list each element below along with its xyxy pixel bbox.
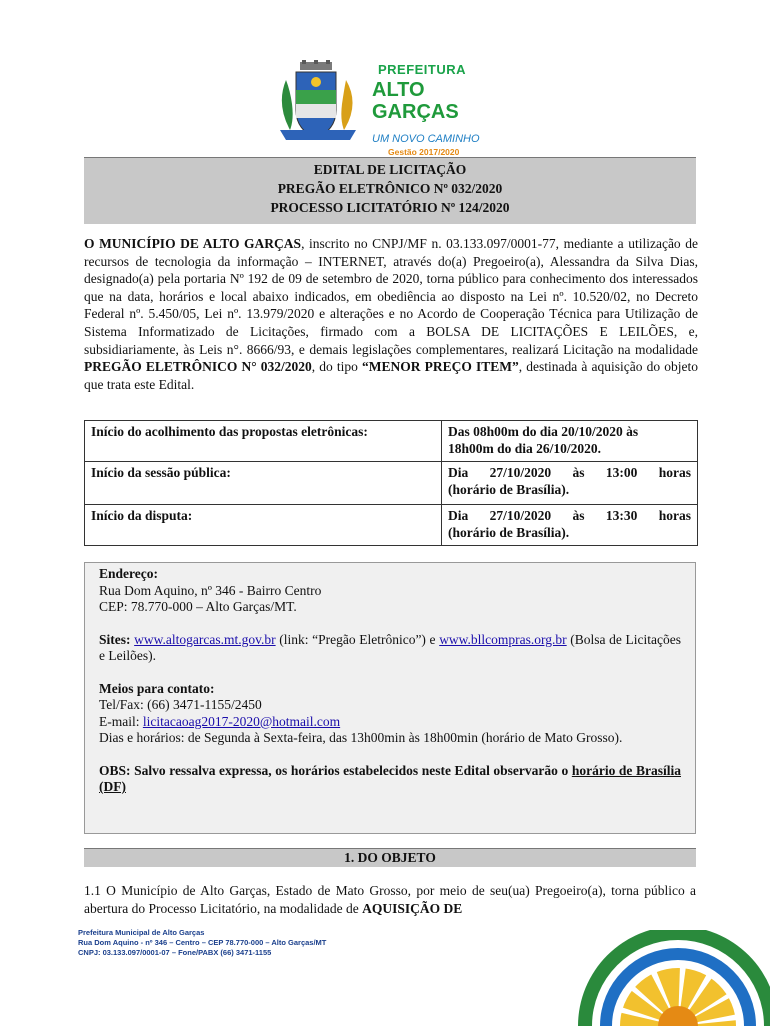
table-row xyxy=(85,505,698,546)
schedule-value xyxy=(442,421,698,462)
obs-note xyxy=(99,763,681,796)
brand-text xyxy=(372,62,512,157)
schedule-value-line xyxy=(448,464,691,481)
intro-bold-2: “MENOR PREÇO ITEM” xyxy=(362,359,519,375)
intro-text-1: , inscrito no CNPJ/MF n. 03.133.097/0001-77, mediante a utilização de recursos de tecnologia da informação – INTERNET, através do(a) Pregoeiro(a), Alessandra da Silva Dias, designado(a) pela portaria Nº 192 de 09 de setembro de 2020, torna público para conhecimento dos interessados que na data, horários e local abaixo indicados, em obediência ao disposto na Lei nº. 10.520/02, no Decreto Federal nº. 5.450/05, Lei nº. 13.979/2020 e alterações e no Acordo de Cooperação Técnica para Utilização de Sistema Informatizado de Licitações, firmado com a BOLSA DE LICITAÇÕES E LEILÕES, e, subsidiariamente, às Leis n°. 8666/93, e demais legislações complementares, realizará Licitação na modalidade xyxy=(84,236,698,357)
site-link-altogarcas[interactable]: www.altogarcas.mt.gov.br xyxy=(134,631,276,647)
contact-heading: Meios para contato: xyxy=(99,680,215,696)
email-label: E-mail: xyxy=(99,713,143,729)
address-box xyxy=(84,562,696,834)
intro-paragraph xyxy=(84,235,698,393)
site-link-bllcompras[interactable]: www.bllcompras.org.br xyxy=(439,631,567,647)
address-cep: CEP: 78.770-000 – Alto Garças/MT. xyxy=(99,599,297,614)
sites-label: Sites: xyxy=(99,631,131,647)
title-line-2: PREGÃO ELETRÔNICO Nº 032/2020 xyxy=(277,181,503,196)
schedule-table xyxy=(84,420,698,546)
sun-rays-icon xyxy=(578,930,770,1026)
email-link[interactable]: licitacaoag2017-2020@hotmail.com xyxy=(142,713,341,729)
schedule-value-line: 18h00m do dia 26/10/2020. xyxy=(448,441,602,456)
address-street: Rua Dom Aquino, nº 346 - Bairro Centro xyxy=(99,582,322,598)
intro-text-2: , do tipo xyxy=(311,359,363,375)
schedule-label: Início da sessão pública: xyxy=(85,462,442,505)
footer-line-3: CNPJ: 03.133.097/0001-07 – Fone/PABX (66) 3471-1155 xyxy=(78,948,272,957)
clause-text: 1.1 O Município de Alto Garças, Estado de Mato Grosso, por meio de seu(ua) Pregoeiro(a), torna público a abertura do Processo Licitatório, na modalidade de xyxy=(84,883,696,916)
schedule-word: 27/10/2020 xyxy=(489,508,552,523)
edital-title-box xyxy=(84,157,696,224)
obs-text: OBS: Salvo ressalva expressa, os horários estabelecidos neste Edital observarão o xyxy=(99,762,572,778)
title-line-1: EDITAL DE LICITAÇÃO xyxy=(313,162,467,177)
schedule-word: 13:00 xyxy=(605,465,638,480)
schedule-word: 13:30 xyxy=(605,508,638,523)
sites-end-text: (Bolsa de Licitações e Leilões). xyxy=(99,631,682,663)
schedule-word: Dia xyxy=(448,508,469,523)
prefeitura-label: PREFEITURA xyxy=(377,62,467,77)
contact-email-line xyxy=(99,714,681,731)
sites-mid-text: (link: “Pregão Eletrônico”) e xyxy=(275,631,440,647)
clause-bold: AQUISIÇÃO DE xyxy=(362,900,463,916)
table-row xyxy=(85,462,698,505)
schedule-word: horas xyxy=(658,465,691,480)
city-crest-icon xyxy=(272,60,364,144)
schedule-word: 27/10/2020 xyxy=(489,465,552,480)
obs-underlined: horário de Brasília (DF) xyxy=(99,762,681,794)
intro-bold-1: PREGÃO ELETRÔNICO N° 032/2020 xyxy=(84,359,312,375)
contact-phone: Tel/Fax: (66) 3471-1155/2450 xyxy=(99,697,262,712)
sites-line xyxy=(99,632,681,665)
intro-lead: O MUNICÍPIO DE ALTO GARÇAS xyxy=(84,236,302,251)
address-heading: Endereço: xyxy=(99,566,158,581)
schedule-label: Início do acolhimento das propostas eletrônicas: xyxy=(85,421,442,462)
schedule-value xyxy=(442,505,698,546)
schedule-word: Dia xyxy=(448,465,469,480)
title-line-3: PROCESSO LICITATÓRIO Nº 124/2020 xyxy=(270,200,510,215)
city-name: ALTO GARÇAS xyxy=(372,79,459,123)
prefeitura-logo xyxy=(272,60,512,157)
schedule-value-line: Das 08h00m do dia 20/10/2020 às xyxy=(448,424,639,439)
schedule-label: Início da disputa: xyxy=(85,505,442,546)
schedule-word: horas xyxy=(658,508,691,523)
gestao-label: Gestão 2017/2020 xyxy=(388,147,460,157)
schedule-value-line: (horário de Brasília). xyxy=(448,482,570,497)
footer-line-2: Rua Dom Aquino - nº 346 – Centro – CEP 78.770-000 – Alto Garças/MT xyxy=(78,938,327,947)
schedule-word: às xyxy=(572,508,585,523)
schedule-word: às xyxy=(572,465,585,480)
footer-line-1: Prefeitura Municipal de Alto Garças xyxy=(78,928,205,937)
section-1-header: 1. DO OBJETO xyxy=(84,848,696,867)
page-footer xyxy=(78,928,438,958)
contact-hours: Dias e horários: de Segunda à Sexta-feira, das 13h00min às 18h00min (horário de Mato Grosso). xyxy=(99,730,623,745)
schedule-value xyxy=(442,462,698,505)
clause-1-1 xyxy=(84,882,696,917)
table-row xyxy=(85,421,698,462)
schedule-value-line: (horário de Brasília). xyxy=(448,525,570,540)
intro-text-3: , destinada à aquisição do objeto que trata este Edital. xyxy=(84,359,698,392)
schedule-value-line xyxy=(448,507,691,524)
slogan: UM NOVO CAMINHO xyxy=(372,133,480,145)
